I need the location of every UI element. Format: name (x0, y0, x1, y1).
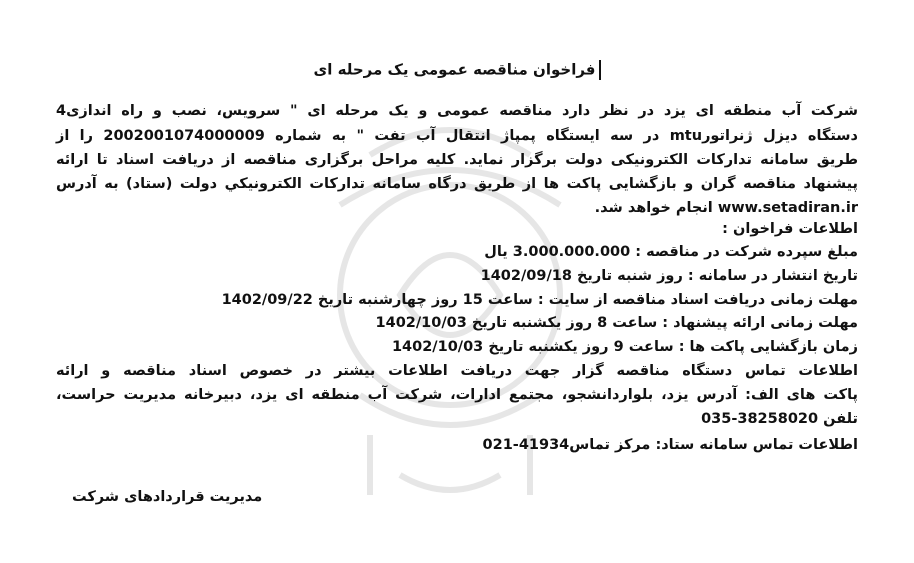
intro-line-2: دستگاه دیزل ژنراتورmtu در سه ایستگاه پمپاژ انتقال آب تفت " به شماره 2002001074000009 را از (56, 128, 858, 144)
intro-line-5: www.setadiran.ir انجام خواهد شد. (594, 200, 858, 216)
deposit-amount: مبلغ سپرده شرکت در مناقصه : 3.000.000.000 یال (484, 244, 858, 260)
info-heading: اطلاعات فراخوان : (722, 221, 858, 237)
signature: مدیریت قراردادهای شرکت (72, 489, 263, 505)
contact-line-1: اطلاعات تماس دستگاه مناقصه گزار جهت دریافت اطلاعات بیشتر در خصوص اسناد مناقصه و ارائه (56, 363, 858, 379)
document-deadline: مهلت زمانی دریافت اسناد مناقصه از سایت : ساعت 15 روز چهارشنبه تاریخ 1402/09/22 (221, 292, 858, 308)
intro-line-3: طریق سامانه تدارکات الکترونیکی دولت برگزار نماید. کلیه مراحل برگزاری مناقصه از دریافت اسناد تا ارائه (56, 152, 858, 168)
contact-line-2: پاکت های الف: آدرس یزد، بلواردانشجو، مجتمع ادارات، شرکت آب منطقه ای یزد، دبیرخانه مدیریت حراست، (56, 387, 858, 403)
intro-line-1: شرکت آب منطقه ای یزد در نظر دارد مناقصه عمومی و یک مرحله ای " سرویس، نصب و راه اندازی4 (56, 103, 858, 119)
setad-contact: اطلاعات تماس سامانه ستاد: مرکز تماس41934-021 (482, 437, 858, 453)
title-cursor (599, 60, 601, 80)
proposal-deadline: مهلت زمانی ارائه پیشنهاد : ساعت 8 روز یکشنبه تاریخ 1402/10/03 (375, 315, 858, 331)
title-text: فراخوان مناقصه عمومی یک مرحله ای (313, 60, 596, 79)
notice-title (0, 60, 914, 80)
intro-line-4: پیشنهاد مناقصه گران و بازگشایی پاکت ها از طریق درگاه سامانه تدارکات الکترونيکي دولت (ستاد) به آدرس (56, 176, 858, 192)
opening-date: زمان بازگشایی پاکت ها : ساعت 9 روز یکشنبه تاریخ 1402/10/03 (391, 339, 858, 355)
contact-phone: تلفن 38258020-035 (701, 411, 858, 427)
publish-date: تاریخ انتشار در سامانه : روز شنبه تاریخ 1402/09/18 (480, 268, 858, 284)
